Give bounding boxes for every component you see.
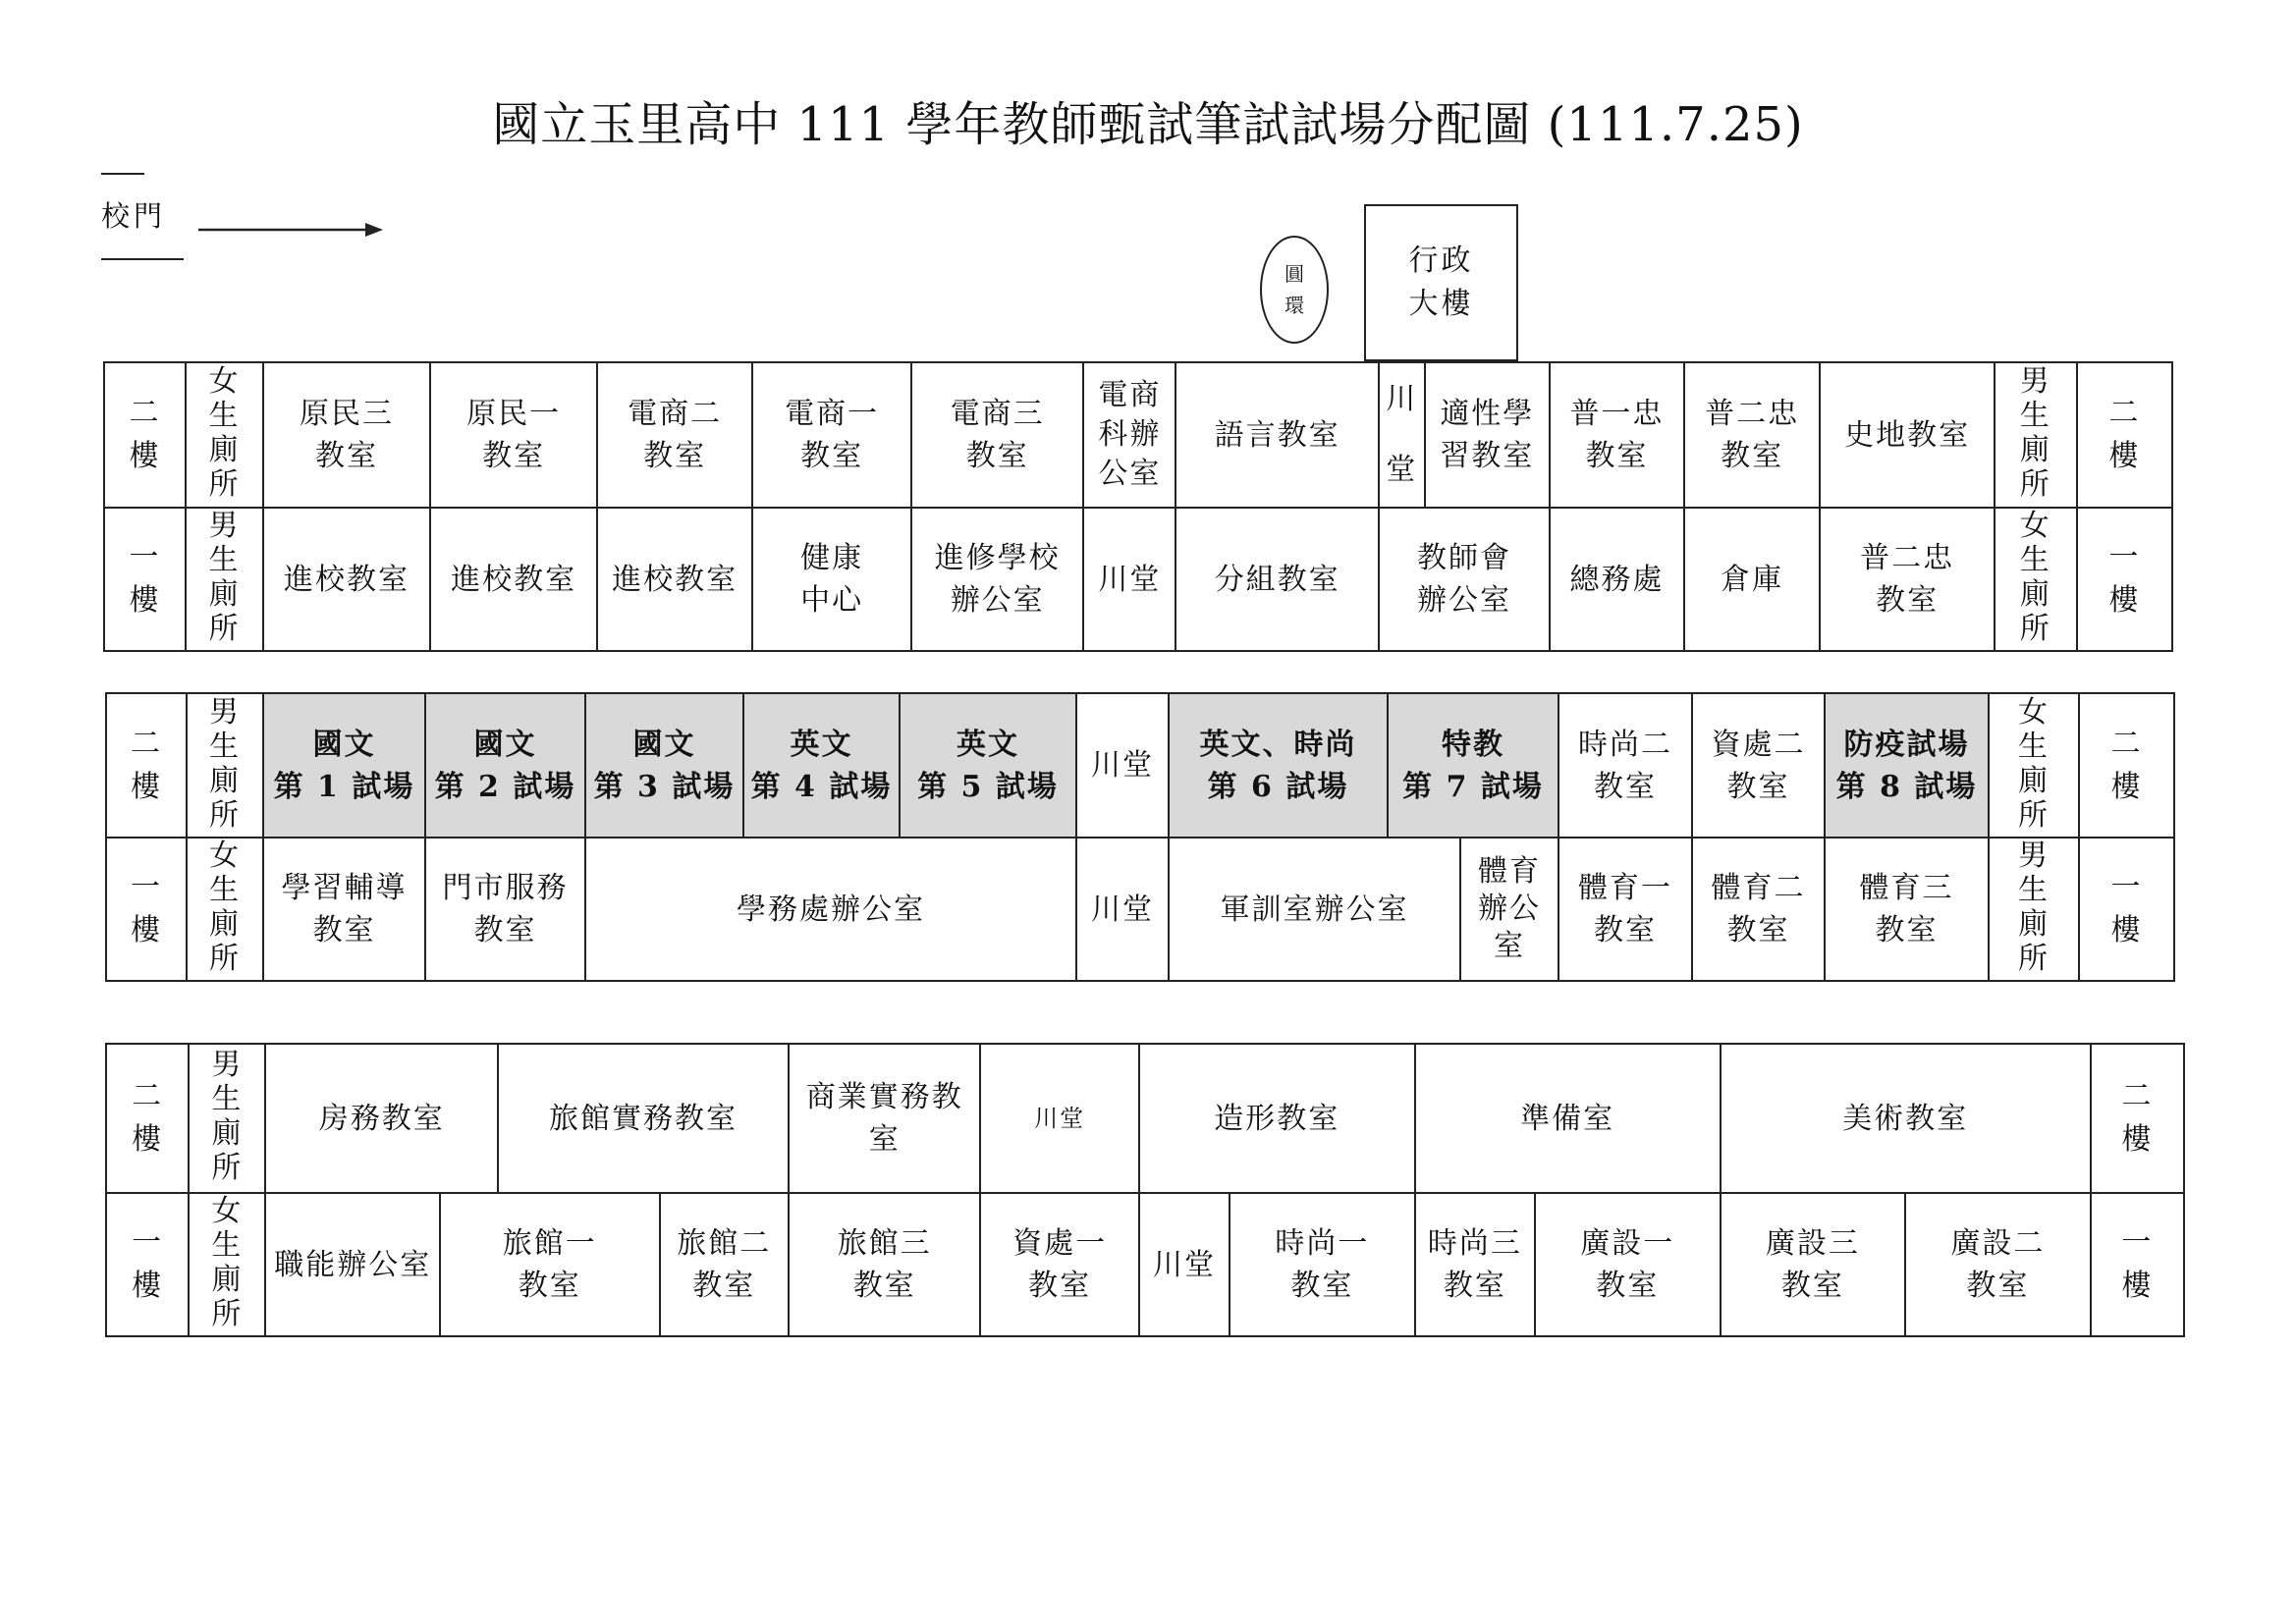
room-cell: 廣設三 教室 — [1721, 1193, 1906, 1336]
building-2-second-floor — [106, 693, 2174, 838]
building-2-first-floor — [106, 838, 2174, 981]
room-cell: 旅館實務教室 — [498, 1044, 789, 1193]
restroom-cell: 男生廁所 — [187, 693, 263, 838]
room-cell: 教師會 辦公室 — [1379, 508, 1550, 651]
building-2-table — [105, 692, 2175, 982]
gate-bottom-line — [101, 258, 184, 260]
building-3-table — [105, 1043, 2185, 1337]
floor-label: 二樓 — [106, 693, 187, 838]
exam-room-1: 國文 第 1 試場 — [263, 693, 425, 838]
room-cell: 普二忠 教室 — [1684, 362, 1821, 508]
building-1-second-floor — [104, 362, 2172, 508]
room-cell: 職能辦公室 — [265, 1193, 440, 1336]
floor-label: 一樓 — [104, 508, 186, 651]
room-cell: 造形教室 — [1139, 1044, 1415, 1193]
room-cell: 軍訓室辦公室 — [1169, 838, 1460, 981]
school-gate-label: 校門 — [101, 199, 167, 233]
floor-label: 二樓 — [2091, 1044, 2184, 1193]
corridor-cell: 川堂 — [980, 1044, 1138, 1193]
room-cell: 體育 辦公 室 — [1460, 838, 1558, 981]
floor-label: 一樓 — [2079, 838, 2174, 981]
floor-label: 二樓 — [104, 362, 186, 508]
room-cell: 普二忠 教室 — [1820, 508, 1994, 651]
restroom-cell: 男生廁所 — [1995, 362, 2077, 508]
room-cell: 體育三 教室 — [1825, 838, 1989, 981]
room-cell: 總務處 — [1550, 508, 1684, 651]
room-cell: 進修學校 辦公室 — [911, 508, 1083, 651]
room-cell: 電商一 教室 — [752, 362, 911, 508]
room-cell: 語言教室 — [1175, 362, 1379, 508]
room-cell: 時尚一 教室 — [1230, 1193, 1415, 1336]
exam-room-4: 英文 第 4 試場 — [743, 693, 900, 838]
room-cell: 美術教室 — [1721, 1044, 2091, 1193]
room-cell: 普一忠 教室 — [1550, 362, 1684, 508]
page-title: 國立玉里高中 111 學年教師甄試筆試試場分配圖 (111.7.25) — [492, 97, 1804, 152]
floor-label: 一樓 — [106, 1193, 189, 1336]
corridor-cell: 川堂 — [1139, 1193, 1230, 1336]
floor-label: 二樓 — [2079, 693, 2174, 838]
floor-label: 一樓 — [2091, 1193, 2184, 1336]
room-cell: 電商 科辦 公室 — [1083, 362, 1175, 508]
building-3-first-floor — [106, 1193, 2184, 1336]
restroom-cell: 女生廁所 — [1989, 693, 2079, 838]
room-cell: 準備室 — [1415, 1044, 1721, 1193]
restroom-cell: 女生廁所 — [1995, 508, 2077, 651]
room-cell: 廣設一 教室 — [1535, 1193, 1721, 1336]
restroom-cell: 男生廁所 — [189, 1044, 265, 1193]
room-cell: 旅館一 教室 — [440, 1193, 660, 1336]
room-cell: 分組教室 — [1175, 508, 1379, 651]
room-cell: 進校教室 — [597, 508, 752, 651]
entrance-arrow-icon — [198, 220, 385, 240]
room-cell: 電商三 教室 — [911, 362, 1083, 508]
room-cell: 倉庫 — [1684, 508, 1821, 651]
gate-top-line — [101, 173, 144, 175]
exam-room-8: 防疫試場 第 8 試場 — [1825, 693, 1989, 838]
room-cell: 原民三 教室 — [263, 362, 430, 508]
floor-label: 一樓 — [2077, 508, 2172, 651]
room-cell: 旅館二 教室 — [660, 1193, 789, 1336]
room-cell: 原民一 教室 — [430, 362, 597, 508]
roundabout: 圓 環 — [1260, 236, 1329, 344]
room-cell: 進校教室 — [263, 508, 430, 651]
floor-label: 二樓 — [2077, 362, 2172, 508]
room-cell: 史地教室 — [1820, 362, 1994, 508]
restroom-cell: 女生廁所 — [189, 1193, 265, 1336]
corridor-cell: 川 堂 — [1379, 362, 1425, 508]
building-1-table — [103, 361, 2173, 652]
room-cell: 廣設二 教室 — [1905, 1193, 2091, 1336]
room-cell: 體育二 教室 — [1692, 838, 1825, 981]
exam-room-2: 國文 第 2 試場 — [425, 693, 585, 838]
exam-room-7: 特教 第 7 試場 — [1388, 693, 1558, 838]
restroom-cell: 男生廁所 — [1989, 838, 2079, 981]
admin-building: 行政 大樓 — [1364, 204, 1518, 361]
room-cell: 適性學 習教室 — [1425, 362, 1551, 508]
floor-label: 一樓 — [106, 838, 187, 981]
exam-room-6: 英文、時尚 第 6 試場 — [1169, 693, 1388, 838]
room-cell: 資處一 教室 — [980, 1193, 1138, 1336]
room-cell: 時尚二 教室 — [1558, 693, 1692, 838]
room-cell: 旅館三 教室 — [789, 1193, 981, 1336]
corridor-cell: 川堂 — [1076, 693, 1169, 838]
exam-room-5: 英文 第 5 試場 — [900, 693, 1076, 838]
room-cell: 電商二 教室 — [597, 362, 752, 508]
corridor-cell: 川堂 — [1083, 508, 1175, 651]
room-cell: 商業實務教室 — [789, 1044, 981, 1193]
floor-label: 二樓 — [106, 1044, 189, 1193]
room-cell: 進校教室 — [430, 508, 597, 651]
restroom-cell: 女生廁所 — [186, 362, 263, 508]
exam-room-3: 國文 第 3 試場 — [585, 693, 743, 838]
room-cell: 健康 中心 — [752, 508, 911, 651]
room-cell: 時尚三 教室 — [1415, 1193, 1535, 1336]
room-cell: 學習輔導 教室 — [263, 838, 425, 981]
room-cell: 學務處辦公室 — [585, 838, 1076, 981]
room-cell: 體育一 教室 — [1558, 838, 1692, 981]
building-3-second-floor — [106, 1044, 2184, 1193]
room-cell: 資處二 教室 — [1692, 693, 1825, 838]
room-cell: 房務教室 — [265, 1044, 498, 1193]
restroom-cell: 女生廁所 — [187, 838, 263, 981]
building-1-first-floor — [104, 508, 2172, 651]
corridor-cell: 川堂 — [1076, 838, 1169, 981]
room-cell: 門市服務 教室 — [425, 838, 585, 981]
restroom-cell: 男生廁所 — [186, 508, 263, 651]
